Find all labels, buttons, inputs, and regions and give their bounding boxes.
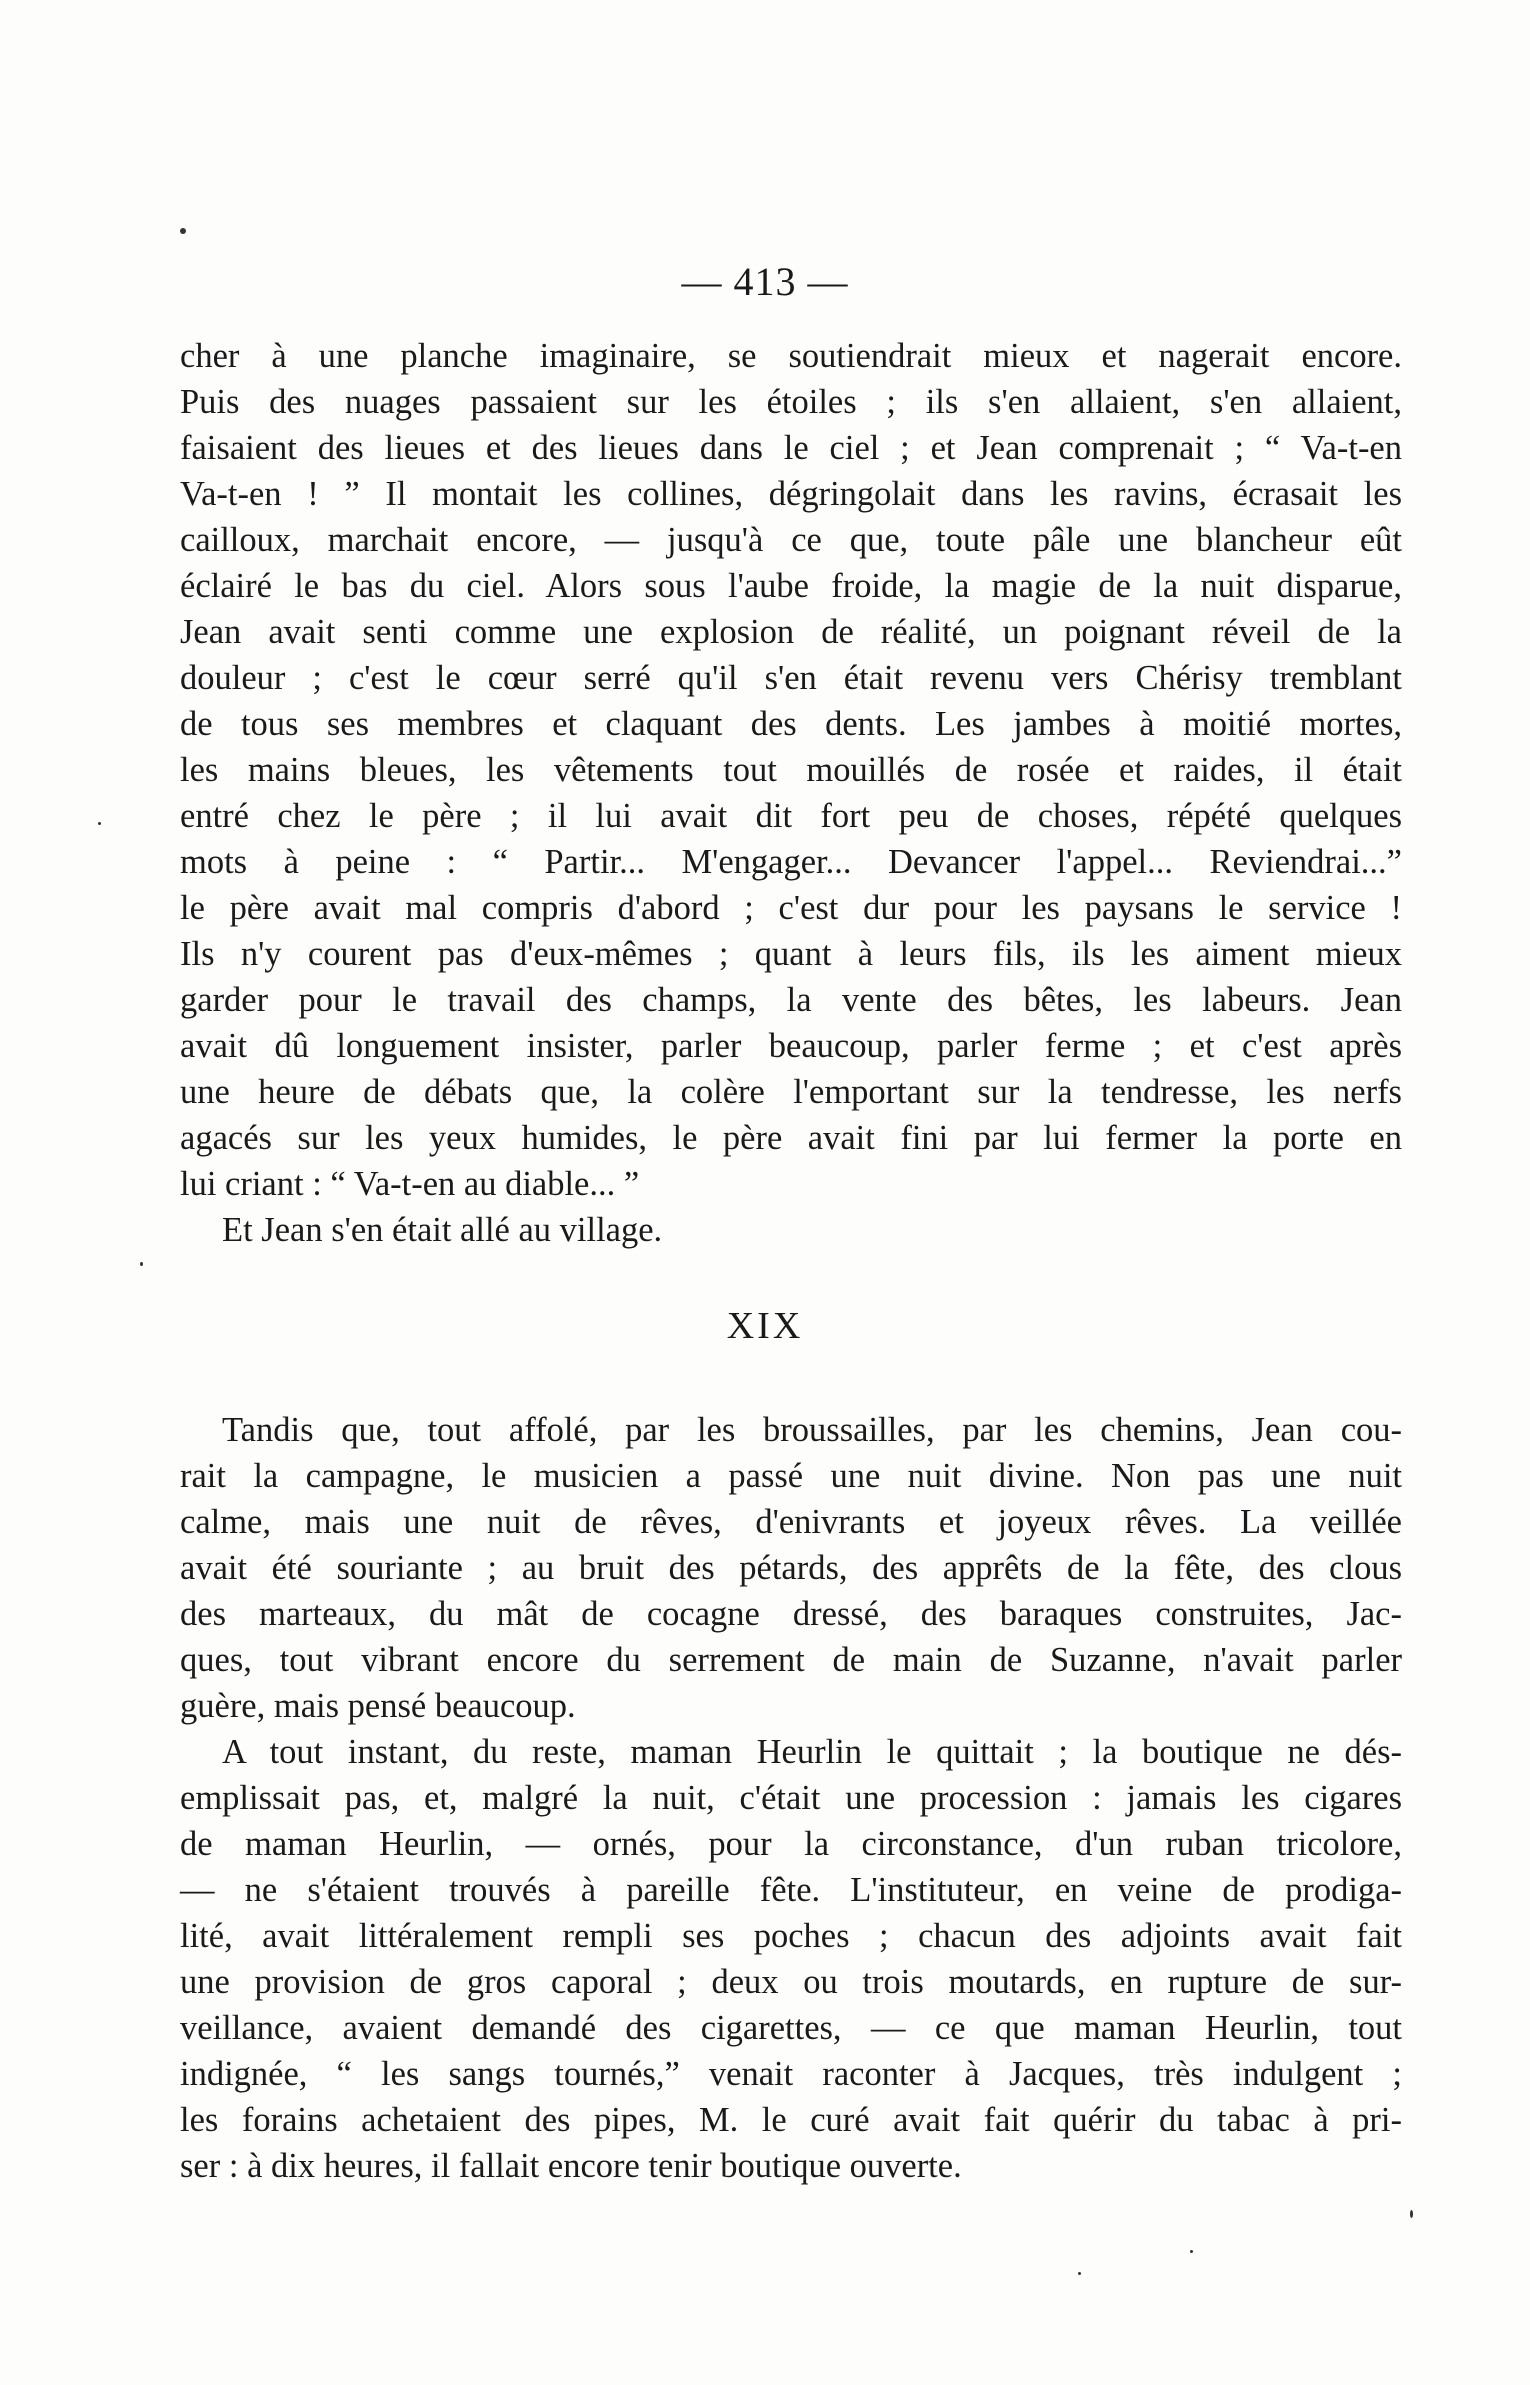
text-line: mots à peine : “ Partir... M'engager... Devancer l'appel... Reviendrai...” [180,843,1402,881]
text-line: des marteaux, du mât de cocagne dressé, des baraques construites, Jac- [180,1595,1402,1633]
text-line: le père avait mal compris d'abord ; c'est dur pour les paysans le service ! [180,889,1402,927]
text-line: A tout instant, du reste, maman Heurlin le quittait ; la boutique ne dés- [222,1733,1402,1771]
text-line: une provision de gros caporal ; deux ou trois moutards, en rupture de sur- [180,1963,1402,2001]
text-line: veillance, avaient demandé des cigarettes, — ce que maman Heurlin, tout [180,2009,1402,2047]
text-line: ser : à dix heures, il fallait encore tenir boutique ouverte. [180,2147,962,2185]
text-line: Ils n'y courent pas d'eux-mêmes ; quant à leurs fils, ils les aiment mieux [180,935,1402,973]
text-line: rait la campagne, le musicien a passé une nuit divine. Non pas une nuit [180,1457,1402,1495]
chapter-heading: XIX [726,1305,804,1347]
text-line: cailloux, marchait encore, — jusqu'à ce que, toute pâle une blancheur eût [180,521,1402,559]
page-number: — 413 — [681,259,849,304]
text-line: éclairé le bas du ciel. Alors sous l'aube froide, la magie de la nuit disparue, [180,567,1402,605]
text-line: avait dû longuement insister, parler beaucoup, parler ferme ; et c'est après [180,1027,1402,1065]
text-line: les forains achetaient des pipes, M. le curé avait fait quérir du tabac à pri- [180,2101,1402,2139]
text-line: agacés sur les yeux humides, le père avait fini par lui fermer la porte en [180,1119,1402,1157]
text-line: indignée, “ les sangs tournés,” venait raconter à Jacques, très indulgent ; [180,2055,1402,2093]
print-speck [140,1262,143,1266]
text-line: — ne s'étaient trouvés à pareille fête. L'instituteur, en veine de prodiga- [180,1871,1402,1909]
text-line: garder pour le travail des champs, la vente des bêtes, les labeurs. Jean [180,981,1402,1019]
text-before-chapter [180,333,1402,1253]
text-line: les mains bleues, les vêtements tout mouillés de rosée et raides, il était [180,751,1402,789]
text-line: Jean avait senti comme une explosion de réalité, un poignant réveil de la [180,613,1402,651]
text-line: Tandis que, tout affolé, par les broussailles, par les chemins, Jean cou- [222,1411,1402,1449]
text-line: lité, avait littéralement rempli ses poches ; chacun des adjoints avait fait [180,1917,1402,1955]
print-speck [180,228,186,234]
text-line: Et Jean s'en était allé au village. [222,1211,663,1249]
text-line: douleur ; c'est le cœur serré qu'il s'en était revenu vers Chérisy tremblant [180,659,1402,697]
print-speck [1190,2250,1193,2253]
print-speck [98,822,101,825]
text-line: calme, mais une nuit de rêves, d'enivrants et joyeux rêves. La veillée [180,1503,1402,1541]
text-after-chapter [180,1407,1402,2189]
text-line: Va-t-en ! ” Il montait les collines, dégringolait dans les ravins, écrasait les [180,475,1402,513]
text-line: de maman Heurlin, — ornés, pour la circonstance, d'un ruban tricolore, [180,1825,1402,1863]
text-line: faisaient des lieues et des lieues dans le ciel ; et Jean comprenait ; “ Va-t-en [180,429,1402,467]
text-line: de tous ses membres et claquant des dents. Les jambes à moitié mortes, [180,705,1402,743]
text-line: entré chez le père ; il lui avait dit fort peu de choses, répété quelques [180,797,1402,835]
text-line: ques, tout vibrant encore du serrement de main de Suzanne, n'avait parler [180,1641,1402,1679]
text-line: guère, mais pensé beaucoup. [180,1687,576,1725]
text-line: lui criant : “ Va-t-en au diable... ” [180,1165,640,1203]
text-line: une heure de débats que, la colère l'emportant sur la tendresse, les nerfs [180,1073,1402,1111]
text-line: avait été souriante ; au bruit des pétards, des apprêts de la fête, des clous [180,1549,1402,1587]
text-line: Puis des nuages passaient sur les étoiles ; ils s'en allaient, s'en allaient, [180,383,1402,421]
text-line: emplissait pas, et, malgré la nuit, c'était une procession : jamais les cigares [180,1779,1402,1817]
print-speck [1078,2272,1081,2275]
text-line: cher à une planche imaginaire, se soutiendrait mieux et nagerait encore. [180,337,1402,375]
print-speck [1410,2210,1413,2218]
